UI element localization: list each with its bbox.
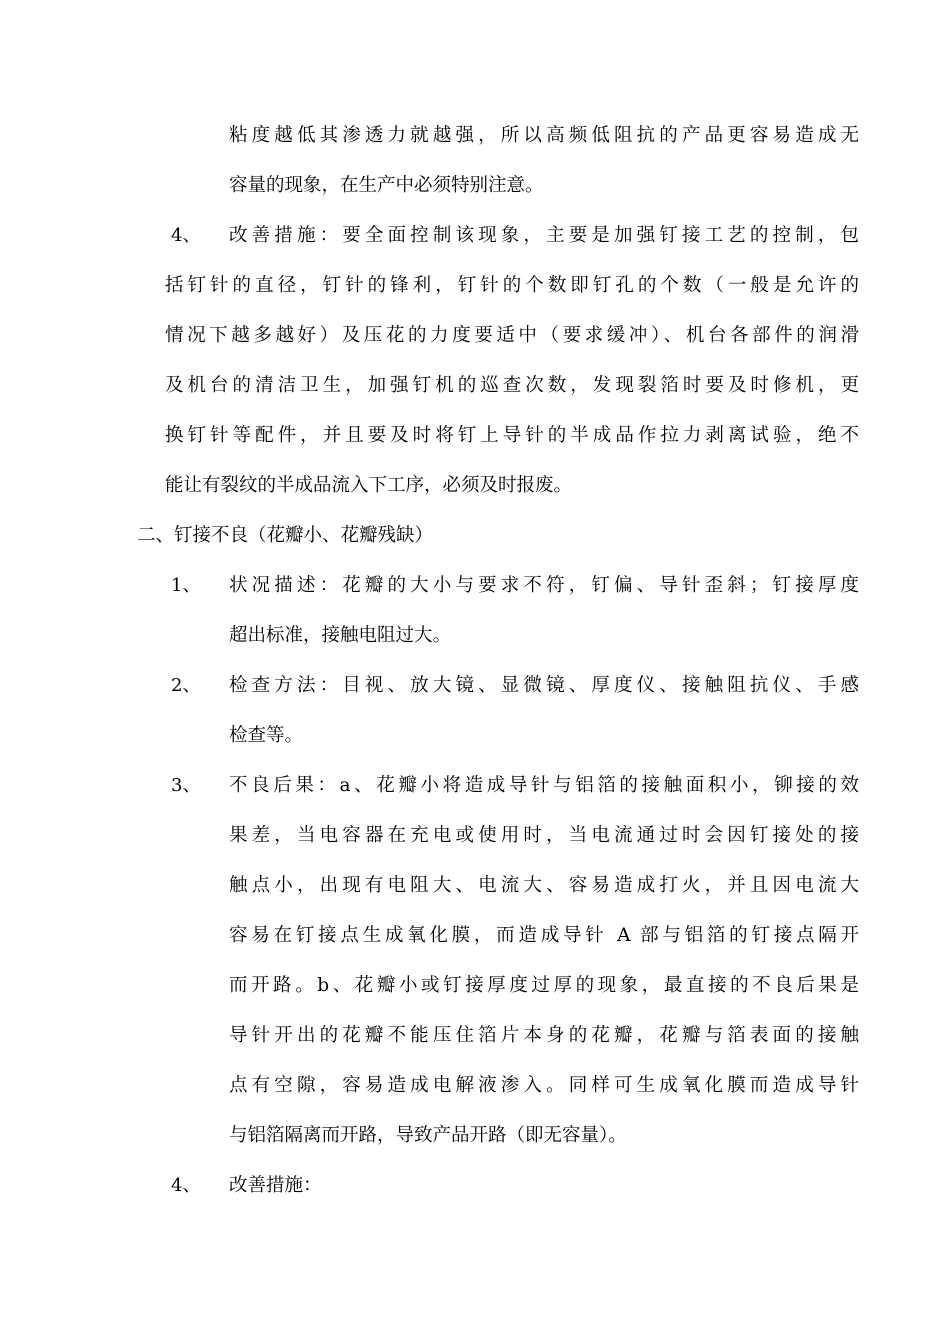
text-line: 检查方法：目视、放大镜、显微镜、厚度仪、接触阻抗仪、手感 <box>229 675 859 696</box>
text-line: 粘度越低其渗透力就越强，所以高频低阻抗的产品更容易造成无 <box>229 125 859 146</box>
text-line: 能让有裂纹的半成品流入下工序，必须及时报废。 <box>165 475 573 496</box>
text-line: 不良后果：a、花瓣小将造成导针与铝箔的接触面积小，铆接的效 <box>229 775 859 796</box>
text-line: 点有空隙，容易造成电解液渗入。同样可生成氧化膜而造成导针 <box>229 1075 859 1096</box>
item-number: 2、 <box>171 675 201 696</box>
item-number: 3、 <box>171 775 201 796</box>
text-line: 改善措施： <box>229 1175 322 1196</box>
text-line: 容量的现象，在生产中必须特别注意。 <box>229 175 544 196</box>
item-number: 1、 <box>171 575 201 596</box>
text-line: 超出标准，接触电阻过大。 <box>229 625 452 646</box>
text-line: 与铝箔隔离而开路，导致产品开路（即无容量）。 <box>229 1125 627 1146</box>
text-line: 括钉针的直径，钉针的锋利，钉针的个数即钉孔的个数（一般是允许的 <box>165 275 859 296</box>
item-number: 4、 <box>171 225 201 246</box>
text-line: 果差，当电容器在充电或使用时，当电流通过时会因钉接处的接 <box>229 825 859 846</box>
text-line: 改善措施：要全面控制该现象，主要是加强钉接工艺的控制，包 <box>229 225 859 246</box>
text-line: 触点小，出现有电阻大、电流大、容易造成打火，并且因电流大 <box>229 875 859 896</box>
item-number: 4、 <box>171 1175 201 1196</box>
text-line: 换钉针等配件，并且要及时将钉上导针的半成品作拉力剥离试验，绝不 <box>165 425 859 446</box>
text-line: 情况下越多越好）及压花的力度要适中（要求缓冲）、机台各部件的润滑 <box>165 325 859 346</box>
text-line: 状况描述：花瓣的大小与要求不符，钉偏、导针歪斜；钉接厚度 <box>229 575 859 596</box>
text-line: 及机台的清洁卫生，加强钉机的巡查次数，发现裂箔时要及时修机，更 <box>165 375 859 396</box>
section-heading: 二、钉接不良（花瓣小、花瓣残缺） <box>137 525 434 546</box>
text-line: 而开路。b、花瓣小或钉接厚度过厚的现象，最直接的不良后果是 <box>229 975 859 996</box>
text-line: 导针开出的花瓣不能压住箔片本身的花瓣，花瓣与箔表面的接触 <box>229 1025 859 1046</box>
text-line: 容易在钉接点生成氧化膜，而造成导针 A 部与铝箔的钉接点隔开 <box>229 925 859 946</box>
text-line: 检查等。 <box>229 725 304 746</box>
